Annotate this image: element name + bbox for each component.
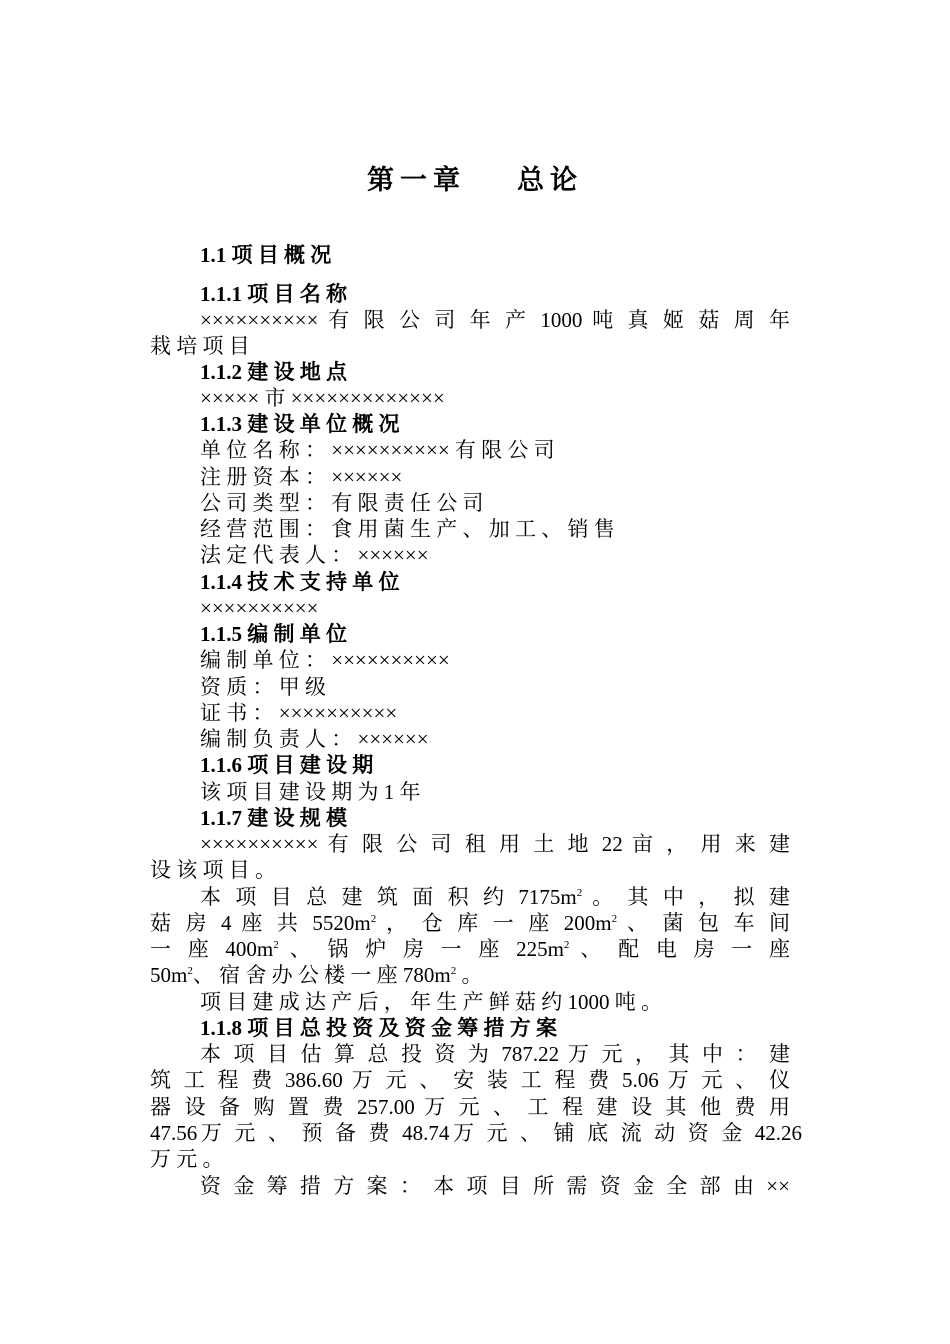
paragraph-line: 资 金 筹 措 方 案 ： 本 项 目 所 需 资 金 全 部 由 ×× (200, 1174, 790, 1198)
paragraph-line: ×××××××××× 有 限 公 司 租 用 土 地 22 亩 ， 用 来 建 (200, 832, 790, 856)
paragraph-line: 编 制 负 责 人 ： ×××××× (200, 727, 429, 751)
paragraph-line: 一 座 $400m^2$ 、 锅 炉 房 一 座 $225m^2$ 、 配 电 房 一 座 (150, 937, 790, 961)
chapter-title: 第一章 总论 (367, 165, 583, 195)
subsection-heading: 1.1.7 建 设 规 模 (200, 806, 347, 830)
subsection-heading: 1.1.8 项 目 总 投 资 及 资 金 筹 措 方 案 (200, 1016, 557, 1040)
paragraph-line: 证 书 ： ×××××××××× (200, 701, 398, 725)
subsection-heading: 1.1.6 项 目 建 设 期 (200, 753, 374, 777)
paragraph-line: ×××××××××× 有 限 公 司 年 产 1000 吨 真 姬 菇 周 年 (200, 308, 790, 332)
paragraph-line: 项 目 建 成 达 产 后 ， 年 生 产 鲜 菇 约 1000 吨 。 (200, 990, 662, 1014)
paragraph-line: ×××××××××× (200, 596, 319, 620)
paragraph-line: 注 册 资 本 ： ×××××× (200, 465, 403, 489)
paragraph-line: 设 该 项 目 。 (150, 858, 276, 882)
paragraph-line: 该 项 目 建 设 期 为 1 年 (200, 780, 421, 804)
paragraph-line: 菇 房 4 座 共 $5520m^2$ ， 仓 库 一 座 $200m^2$ 、 菌 包 车 间 (150, 911, 790, 935)
paragraph-line: 公 司 类 型 ： 有 限 责 任 公 司 (200, 491, 484, 515)
paragraph-line: 47.56万 元 、 预 备 费 48.74万 元 、 铺 底 流 动 资 金 42.26 (150, 1121, 802, 1145)
subsection-heading: 1.1.2 建 设 地 点 (200, 360, 347, 384)
paragraph-line: 器 设 备 购 置 费 257.00 万 元 、 工 程 建 设 其 他 费 用 (150, 1095, 790, 1119)
paragraph-line: 法 定 代 表 人 ： ×××××× (200, 543, 429, 567)
subsection-heading: 1.1.4 技 术 支 持 单 位 (200, 570, 400, 594)
section-heading: 1.1 项 目 概 况 (200, 243, 332, 267)
paragraph-line: 资 质 ： 甲 级 (200, 675, 326, 699)
paragraph-line: 栽 培 项 目 (150, 334, 250, 358)
paragraph-line: 万 元 。 (150, 1147, 224, 1171)
paragraph-line: 经 营 范 围 ： 食 用 菌 生 产 、 加 工 、 销 售 (200, 517, 615, 541)
paragraph-line: 单 位 名 称 ： ×××××××××× 有 限 公 司 (200, 438, 555, 462)
subsection-heading: 1.1.5 编 制 单 位 (200, 622, 347, 646)
paragraph-line: ××××× 市 ××××××××××××× (200, 386, 445, 410)
paragraph-line: 筑 工 程 费 386.60 万 元 、 安 装 工 程 费 5.06 万 元 、 仪 (150, 1068, 790, 1092)
subsection-heading: 1.1.3 建 设 单 位 概 况 (200, 412, 400, 436)
paragraph-line: 编 制 单 位 ： ×××××××××× (200, 648, 450, 672)
paragraph-line: 本 项 目 估 算 总 投 资 为 787.22 万 元 ， 其 中 ： 建 (200, 1042, 790, 1066)
subsection-heading: 1.1.1 项 目 名 称 (200, 282, 347, 306)
paragraph-line: 本 项 目 总 建 筑 面 积 约 $7175m^2$ 。 其 中 ， 拟 建 (200, 885, 791, 909)
paragraph-line: $50m^2$、 宿 舍 办 公 楼 一 座 $780m^2$ 。 (150, 963, 483, 987)
